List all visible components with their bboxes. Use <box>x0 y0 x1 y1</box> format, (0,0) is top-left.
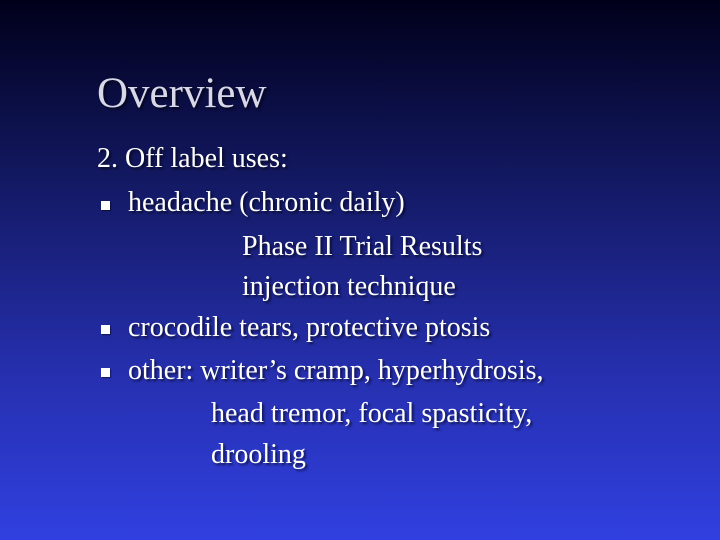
bullet-item-other: other: writer’s cramp, hyperhydrosis, <box>128 355 544 386</box>
section-heading: 2. Off label uses: <box>97 143 288 174</box>
sub-line-injection: injection technique <box>242 271 456 302</box>
sub-line-head-tremor: head tremor, focal spasticity, <box>211 398 533 429</box>
square-bullet-icon <box>101 368 110 377</box>
sub-line-drooling: drooling <box>211 439 306 470</box>
square-bullet-icon <box>101 325 110 334</box>
slide-title: Overview <box>97 70 267 117</box>
bullet-item-crocodile-tears: crocodile tears, protective ptosis <box>128 312 491 343</box>
sub-line-phase-ii: Phase II Trial Results <box>242 231 483 262</box>
square-bullet-icon <box>101 201 110 210</box>
bullet-item-headache: headache (chronic daily) <box>128 187 405 218</box>
